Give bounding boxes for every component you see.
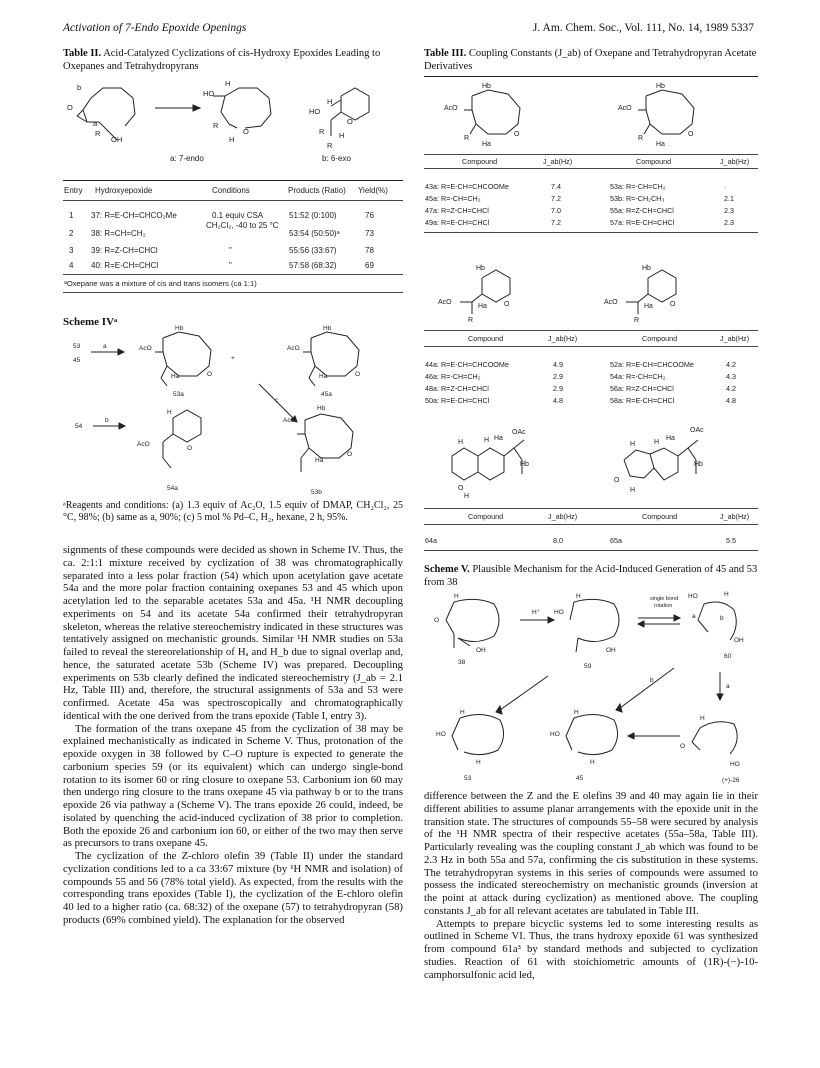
svg-text:O: O — [347, 117, 353, 126]
svg-text:OH: OH — [606, 647, 616, 654]
table2-cell: " — [229, 246, 232, 255]
svg-text:HO: HO — [309, 107, 321, 116]
svg-text:AcO: AcO — [283, 417, 296, 424]
svg-text:O: O — [243, 127, 249, 136]
table3-cell: 5.5 — [726, 536, 736, 545]
svg-text:O: O — [614, 477, 620, 484]
svg-text:AcO: AcO — [287, 345, 300, 352]
svg-text:O: O — [187, 445, 193, 452]
table3-col-jab: J_ab(Hz) — [548, 512, 578, 521]
table2-col-yield: Yield(%) — [358, 186, 388, 195]
svg-text:Ha: Ha — [644, 303, 653, 310]
table2-cell: 78 — [365, 246, 374, 255]
svg-text:59: 59 — [584, 663, 592, 670]
table2-label: Table II. — [63, 48, 102, 59]
svg-text:53b: 53b — [311, 489, 322, 496]
svg-text:HO: HO — [550, 731, 560, 738]
svg-text:O: O — [514, 131, 520, 138]
svg-text:H: H — [574, 709, 579, 716]
running-header-citation: J. Am. Chem. Soc., Vol. 111, No. 14, 1989 5337 — [532, 22, 754, 34]
svg-text:a: a — [93, 119, 98, 128]
table2-scheme-graphic — [63, 76, 403, 166]
table3-cell: 46a: R=-CH=CH₂ — [425, 372, 481, 381]
svg-text:+: + — [231, 355, 235, 362]
svg-text:R: R — [213, 121, 219, 130]
svg-text:R: R — [464, 135, 470, 142]
svg-text:Ha: Ha — [319, 373, 328, 380]
svg-text:R: R — [634, 317, 640, 324]
svg-text:Hb: Hb — [175, 325, 184, 332]
table3-cell: 45a: R=-CH=CH₂ — [425, 194, 481, 203]
table3-cell: 53a: R=-CH=CH₂ — [610, 182, 666, 191]
table3-col-compound: Compound — [642, 334, 678, 343]
table3-cell: 49a: R=E-CH=CHCl — [425, 218, 490, 227]
scheme5-caption — [424, 564, 758, 589]
svg-text:Hb: Hb — [520, 461, 529, 468]
svg-text:OH: OH — [111, 135, 123, 144]
table3-col-jab: J_ab(Hz) — [720, 512, 750, 521]
svg-text:H: H — [454, 593, 459, 600]
svg-text:Hb: Hb — [656, 83, 665, 90]
svg-text:Hb: Hb — [694, 461, 703, 468]
svg-text:Hb: Hb — [317, 405, 326, 412]
table3-col-compound: Compound — [642, 512, 678, 521]
svg-text:H: H — [339, 131, 345, 140]
svg-text:H: H — [327, 97, 333, 106]
scheme5-graphic — [424, 590, 758, 784]
svg-text:OH: OH — [476, 647, 486, 654]
svg-text:Hb: Hb — [642, 265, 651, 272]
svg-text:OAc: OAc — [690, 427, 704, 434]
table3-cell: · — [724, 182, 727, 191]
svg-text:45: 45 — [576, 775, 584, 782]
table3-col-compound: Compound — [462, 157, 498, 166]
table2-cell: 40: R=E-CH=CHCl — [91, 261, 159, 270]
table2-cell: 1 — [69, 211, 74, 220]
svg-text:H: H — [724, 591, 729, 598]
table3-col-compound: Compound — [468, 512, 504, 521]
running-header-title: Activation of 7-Endo Epoxide Openings — [63, 22, 247, 34]
svg-text:H⁺: H⁺ — [532, 609, 541, 616]
table2-cell: 69 — [365, 261, 374, 270]
svg-text:R: R — [327, 141, 333, 150]
table3-cell: 2.1 — [724, 194, 734, 203]
table3-col-jab: J_ab(Hz) — [720, 334, 750, 343]
table2-cell: 53:54 (50:50)ᵃ — [289, 229, 340, 238]
svg-text:O: O — [347, 451, 353, 458]
svg-text:O: O — [434, 617, 440, 624]
svg-text:H: H — [590, 759, 595, 766]
table3-cell: 47a: R=Z-CH=CHCl — [425, 206, 489, 215]
table2-cell: 76 — [365, 211, 374, 220]
svg-text:53a: 53a — [173, 391, 184, 398]
svg-text:HO: HO — [554, 609, 564, 616]
svg-text:R: R — [638, 135, 644, 142]
table2-cell: " — [229, 261, 232, 270]
table2-cell: 3 — [69, 246, 74, 255]
table3-cell: 4.2 — [726, 384, 736, 393]
svg-text:O: O — [504, 301, 510, 308]
svg-text:R: R — [95, 129, 101, 138]
table3-cell: 56a: R=Z-CH=CHCl — [610, 384, 674, 393]
table3-oxepane-structures — [424, 80, 758, 150]
table2-label-7endo: a: 7-endo — [170, 154, 204, 163]
table2-cell: 57:58 (68:32) — [289, 261, 337, 270]
table3-cell: 2.3 — [724, 206, 734, 215]
table3-col-jab: J_ab(Hz) — [548, 334, 578, 343]
svg-text:(+)-26: (+)-26 — [722, 777, 740, 784]
svg-text:H: H — [458, 439, 464, 446]
svg-text:H: H — [630, 441, 636, 448]
table3-cell: 58a: R=E-CH=CHCl — [610, 396, 675, 405]
svg-text:b: b — [105, 417, 109, 424]
scheme5-label: Scheme V. — [424, 564, 470, 575]
svg-text:O: O — [670, 301, 676, 308]
left-body-text — [63, 544, 403, 927]
svg-text:HO: HO — [730, 761, 740, 768]
svg-text:H: H — [630, 487, 636, 494]
svg-text:53: 53 — [73, 343, 81, 350]
table2-cell: 73 — [365, 229, 374, 238]
svg-text:c: c — [275, 397, 279, 404]
svg-text:Hb: Hb — [476, 265, 485, 272]
table3-cell: 64a — [425, 536, 437, 545]
table2-footnote: ᵃOxepane was a mixture of cis and trans isomers (ca 1:1) — [64, 279, 257, 288]
svg-text:AcO: AcO — [137, 441, 150, 448]
svg-text:O: O — [355, 371, 361, 378]
svg-text:HO: HO — [688, 593, 698, 600]
svg-text:45a: 45a — [321, 391, 332, 398]
table2-title: Acid-Catalyzed Cyclizations of cis-Hydroxy Epoxides Leading to Oxepanes and Tetrahydropyrans — [63, 48, 381, 72]
svg-text:R: R — [319, 127, 325, 136]
table3-cell: 48a: R=Z-CH=CHCl — [425, 384, 489, 393]
table3-bicyclic-structures — [424, 420, 758, 500]
svg-text:H: H — [476, 759, 481, 766]
svg-text:HO: HO — [203, 89, 215, 98]
svg-text:Ha: Ha — [478, 303, 487, 310]
svg-text:O: O — [207, 371, 213, 378]
svg-text:HO: HO — [436, 731, 446, 738]
svg-text:H: H — [464, 493, 470, 500]
table2-cell: 37: R=E-CH=CHCO₂Me — [91, 211, 177, 220]
scheme4-title: Scheme IVᵃ — [63, 316, 118, 328]
svg-text:60: 60 — [724, 653, 732, 660]
paragraph: difference between the Z and the E olefins 39 and 40 may again lie in their different abilities to assume planar arrangements with the epoxide unit in the transition state. The structures of compounds 55–58 were secured by analysis of the ¹H NMR spectra of their respective acetates (55a–58a, Table III). Particularly revealing was the coupling constant J_ab which was found to be 2.3 Hz in both 55a and 57a, confirming the cis substitution in these systems. The tetrahydropyran systems in this series of compounds were assumed to possess the indicated stereochemistry on mechanistic grounds (inversion at the point at attack during cyclization) as mentioned above. The coupling constants J_ab for all relevant acetates are tabulated in Table III. — [424, 790, 758, 917]
table3-cell: 55a: R=Z-CH=CHCl — [610, 206, 674, 215]
table3-col-jab: J_ab(Hz) — [543, 157, 573, 166]
svg-text:H: H — [700, 715, 705, 722]
table2-cell: 55:56 (33:67) — [289, 246, 337, 255]
table3-thp-structures — [424, 262, 758, 324]
table3-cell: 7.2 — [551, 218, 561, 227]
table2-col-entry: Entry — [64, 186, 83, 195]
svg-text:AcO: AcO — [438, 299, 452, 306]
right-body-text — [424, 790, 758, 981]
svg-text:Ha: Ha — [494, 435, 503, 442]
svg-text:H: H — [576, 593, 581, 600]
svg-text:R: R — [468, 317, 474, 324]
table3-cell: 7.2 — [551, 194, 561, 203]
svg-text:H: H — [167, 409, 172, 416]
table2-cell: 39: R=Z-CH=CHCl — [91, 246, 158, 255]
svg-text:a: a — [726, 683, 730, 690]
svg-text:AcO: AcO — [139, 345, 152, 352]
table2-cell: CH₂Cl₂, -40 to 25 °C — [206, 221, 279, 230]
table3-col-jab: J_ab(Hz) — [720, 157, 750, 166]
paragraph: signments of these compounds were decided as shown in Scheme IV. Thus, the ca. 2:1:1 mixture received by cyclization of 38 was chromatographically separated into a less polar fraction (54) which upon acetylation gave acetate 54a and the more polar fraction containing oxepanes 53 and 45 which upon acetylation led to the separable acetates 53a and 45a. ¹H NMR decoupling experiments on 54 and its acetate 54a confirmed their tetrahydropyran skeleton, whereas the relative stereochemistry indicated in these structures was tentatively assigned on mechanistic grounds. Similar ¹H NMR studies on 53a failed to reveal the stereorelationship of Hₐ and H_b due to signal overlap and, hence, the saturated acetate 53b (Scheme IV) was prepared. Decoupling experiments on 53b clearly defined the indicated stereochemistry (J_ab = 2.1 Hz, Table III) and, therefore, the structural assignments of 53a and 53 were confirmed. Acetate 45a was spectroscopically and chromatographically identical with the one derived from the trans epoxide (Table I, entry 3). — [63, 544, 403, 722]
table3-cell: 2.3 — [724, 218, 734, 227]
svg-text:Hb: Hb — [482, 83, 491, 90]
svg-text:53: 53 — [464, 775, 472, 782]
svg-text:54: 54 — [75, 423, 83, 430]
svg-text:rotation: rotation — [654, 603, 673, 609]
svg-text:H: H — [654, 439, 660, 446]
svg-text:AcO: AcO — [618, 105, 632, 112]
table2-col-conditions: Conditions — [212, 186, 250, 195]
table2-cell: 0.1 equiv CSA — [212, 211, 264, 220]
svg-text:Ha: Ha — [482, 141, 491, 148]
svg-text:H: H — [484, 437, 490, 444]
svg-text:OAc: OAc — [512, 429, 526, 436]
table3-cell: 54a: R=-CH=CH₂ — [610, 372, 666, 381]
svg-text:b: b — [720, 615, 724, 622]
paragraph: The formation of the trans oxepane 45 from the cyclization of 38 may be explained mechanistically as indicated in Scheme V. Thus, protonation of the epoxide oxygen in 38 followed by C–O rupture is expected to generate the carbonium species 59 (or its equivalent) which can undergo single-bond rotation to its isomer 60 or ring closure to oxepane 53. Carbonium ion 60 may then undergo ring closure to the trans oxepane 45 via pathway b or to the trans epoxide 26 via pathway a (Scheme V). The trans epoxide 26 could, indeed, be isolated by quenching the acid-induced cyclization of 38 prior to completion. Both the epoxide 26 and carbonium ion 60, or either of the two may then serve as precursors to trans oxepane 45. — [63, 722, 403, 850]
table3-cell: 8.0 — [553, 536, 563, 545]
svg-text:O: O — [458, 485, 464, 492]
svg-text:38: 38 — [458, 659, 466, 666]
table3-cell: 4.8 — [553, 396, 563, 405]
table3-cell: 4.3 — [726, 372, 736, 381]
svg-text:H: H — [225, 79, 231, 88]
svg-text:O: O — [680, 743, 686, 750]
table2-col-hydroxyepoxide: Hydroxyepoxide — [95, 186, 153, 195]
table3-cell: 52a: R=E-CH=CHCOOMe — [610, 360, 694, 369]
table2-caption — [63, 48, 403, 73]
svg-text:OH: OH — [734, 637, 744, 644]
table2-cell: 4 — [69, 261, 74, 270]
svg-text:O: O — [67, 103, 73, 112]
table2-cell: 51:52 (0:100) — [289, 211, 337, 220]
table3-cell: 2.9 — [553, 384, 563, 393]
svg-text:Ha: Ha — [666, 435, 675, 442]
table3-col-compound: Compound — [636, 157, 672, 166]
svg-text:single bond: single bond — [650, 596, 679, 602]
svg-text:b: b — [650, 677, 654, 684]
scheme4-graphic — [63, 322, 403, 498]
table3-title: Coupling Constants (J_ab) of Oxepane and Tetrahydropyran Acetate Derivatives — [424, 48, 757, 72]
table3-cell: 7.0 — [551, 206, 561, 215]
table2-cell: 2 — [69, 229, 74, 238]
svg-text:Ha: Ha — [315, 457, 324, 464]
svg-text:a: a — [692, 613, 696, 620]
scheme4-footnote: ᵃReagents and conditions: (a) 1.3 equiv of Ac₂O, 1.5 equiv of DMAP, CH₂Cl₂, 25 °C, 98%; (b) same as a, 90%; (c) 5 mol % Pd–C, H₂, hexane, 2 h, 95%. — [63, 500, 403, 523]
paragraph: Attempts to prepare bicyclic systems led to some interesting results as outlined in Scheme VI. Thus, the trans hydroxy epoxide 61 was synthesized from compound 61a³ by standard methods and subjected to cyclization studies. Reaction of 61 with stoichiometric amounts of (1R)-(−)-10-camphorsulfonic acid led, — [424, 917, 758, 981]
table3-cell: 4.9 — [553, 360, 563, 369]
svg-text:H: H — [229, 135, 235, 144]
table2-cell: 38: R=CH=CH₂ — [91, 229, 146, 238]
svg-text:54a: 54a — [167, 485, 178, 492]
svg-text:Ha: Ha — [171, 373, 180, 380]
table3-cell: 2.9 — [553, 372, 563, 381]
table3-label: Table III. — [424, 48, 467, 59]
table3-caption — [424, 48, 758, 73]
svg-text:Ha: Ha — [656, 141, 665, 148]
svg-text:H: H — [460, 709, 465, 716]
table3-cell: 44a: R=E-CH=CHCOOMe — [425, 360, 509, 369]
table3-cell: 43a: R=E-CH=CHCOOMe — [425, 182, 509, 191]
table2-col-products: Products (Ratio) — [288, 186, 346, 195]
table3-cell: 4.2 — [726, 360, 736, 369]
table3-col-compound: Compound — [468, 334, 504, 343]
table3-cell: 57a: R=E-CH=CHCl — [610, 218, 675, 227]
table2-label-6exo: b: 6-exo — [322, 154, 351, 163]
svg-text:b: b — [77, 83, 82, 92]
table3-cell: 65a — [610, 536, 622, 545]
svg-text:AcO: AcO — [444, 105, 458, 112]
svg-text:Hb: Hb — [323, 325, 332, 332]
table3-cell: 50a: R=E-CH=CHCl — [425, 396, 490, 405]
table3-cell: 53b: R=-CH₂CH₃ — [610, 194, 665, 203]
table3-cell: 7.4 — [551, 182, 561, 191]
svg-text:a: a — [103, 343, 107, 350]
svg-text:O: O — [688, 131, 694, 138]
scheme5-title: Plausible Mechanism for the Acid-Induced Generation of 45 and 53 from 38 — [424, 564, 758, 588]
table3-cell: 4.8 — [726, 396, 736, 405]
paragraph: The cyclization of the Z-chloro olefin 39 (Table II) under the standard cyclization conditions led to a ca 33:67 mixture (by ¹H NMR and isolation) of compounds 55 and 56 (78% total yield). As expected, from the results with the corresponding trans epoxides (Table I), the cyclization of the E-chloro olefin 40 led to a higher ratio (ca. 68:32) of the oxepane (57) to tetrahydropyran (58) products (69% combined yield). The explanation for the observed — [63, 850, 403, 926]
svg-text:AcO: AcO — [604, 299, 618, 306]
svg-text:45: 45 — [73, 357, 81, 364]
